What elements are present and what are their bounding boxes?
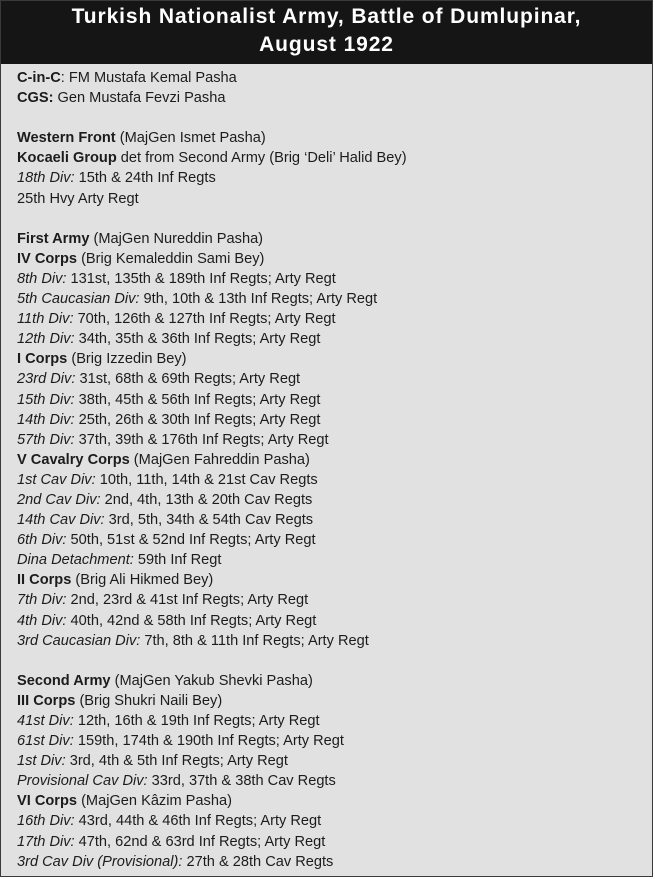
unit-details: 9th, 10th & 13th Inf Regts; Arty Regt [139, 291, 378, 308]
order-of-battle-line [17, 771, 652, 791]
section-spacer [17, 209, 652, 229]
division-name: 12th Div: [17, 331, 75, 348]
division-name: 8th Div: [17, 270, 67, 287]
order-of-battle-line [17, 369, 652, 389]
division-name: 3rd Caucasian Div: [17, 632, 141, 649]
order-of-battle-line [17, 309, 652, 329]
division-name: 57th Div: [17, 431, 75, 448]
unit-details: (MajGen Ismet Pasha) [115, 130, 266, 147]
unit-details: (Brig Kemaleddin Sami Bey) [77, 250, 265, 267]
unit-details: det from Second Army (Brig ‘Deli’ Halid Bey) [116, 150, 407, 167]
unit-details: (MajGen Kâzim Pasha) [77, 793, 232, 810]
unit-details: 43rd, 44th & 46th Inf Regts; Arty Regt [74, 813, 322, 830]
division-name: 23rd Div: [17, 371, 76, 388]
unit-details: 25th Hvy Arty Regt [17, 190, 139, 207]
order-of-battle-line [17, 791, 652, 811]
order-of-battle-line [17, 410, 652, 430]
section-spacer [17, 108, 652, 128]
unit-details: 2nd, 23rd & 41st Inf Regts; Arty Regt [66, 592, 309, 609]
unit-name: I Corps [17, 351, 68, 368]
division-name: 61st Div: [17, 733, 74, 750]
unit-details: (Brig Ali Hikmed Bey) [71, 572, 214, 589]
division-name: 3rd Cav Div (Provisional): [17, 853, 183, 870]
order-of-battle-line [17, 128, 652, 148]
order-of-battle-list [1, 64, 652, 872]
order-of-battle-line [17, 88, 652, 108]
order-of-battle-line [17, 168, 652, 188]
division-name: 5th Caucasian Div: [17, 291, 140, 308]
order-of-battle-line [17, 189, 652, 209]
unit-details: 25th, 26th & 30th Inf Regts; Arty Regt [74, 411, 321, 428]
unit-details: 15th & 24th Inf Regts [74, 170, 216, 187]
unit-details: 131st, 135th & 189th Inf Regts; Arty Regt [66, 270, 336, 287]
unit-details: : FM Mustafa Kemal Pasha [60, 70, 237, 86]
division-name: 41st Div: [17, 713, 74, 729]
unit-details: 70th, 126th & 127th Inf Regts; Arty Regt [73, 311, 336, 328]
order-of-battle-line [17, 550, 652, 570]
unit-details: (Brig Shukri Naili Bey) [75, 692, 223, 709]
unit-name: IV Corps [17, 250, 78, 267]
order-of-battle-line [17, 731, 652, 751]
order-of-battle-line [17, 852, 652, 872]
title-line-1: Turkish Nationalist Army, Battle of Dumlupinar, [71, 5, 582, 28]
order-of-battle-line [17, 430, 652, 450]
division-name: 15th Div: [17, 391, 75, 408]
order-of-battle-line [17, 570, 652, 590]
order-of-battle-line [17, 811, 652, 831]
unit-details: 50th, 51st & 52nd Inf Regts; Arty Regt [66, 532, 316, 549]
division-name: 11th Div: [17, 311, 74, 328]
unit-details: 59th Inf Regt [133, 552, 222, 569]
order-of-battle-line [17, 490, 652, 510]
order-of-battle-line [17, 671, 652, 691]
order-of-battle-line [17, 450, 652, 470]
unit-details: (Brig Izzedin Bey) [67, 351, 187, 368]
unit-details: 3rd, 5th, 34th & 54th Cav Regts [104, 512, 314, 529]
unit-details: (MajGen Yakub Shevki Pasha) [110, 672, 313, 689]
division-name: 14th Div: [17, 411, 75, 428]
order-of-battle-line [17, 148, 652, 168]
order-of-battle-line [17, 329, 652, 349]
unit-details: 2nd, 4th, 13th & 20th Cav Regts [100, 491, 313, 508]
title-line-2: August 1922 [259, 33, 394, 56]
division-name: 17th Div: [17, 833, 75, 850]
division-name: Dina Detachment: [17, 552, 134, 569]
division-name: Provisional Cav Div: [17, 773, 148, 790]
unit-details: 34th, 35th & 36th Inf Regts; Arty Regt [74, 331, 321, 348]
unit-details: 12th, 16th & 19th Inf Regts; Arty Regt [73, 713, 320, 729]
unit-name: CGS: [17, 90, 54, 107]
division-name: 1st Cav Div: [17, 471, 96, 488]
unit-name: III Corps [17, 692, 76, 709]
division-name: 7th Div: [17, 592, 67, 609]
order-of-battle-line [17, 249, 652, 269]
section-spacer [17, 651, 652, 671]
unit-details: (MajGen Fahreddin Pasha) [129, 451, 310, 468]
order-of-battle-line [17, 751, 652, 771]
unit-details: 159th, 174th & 190th Inf Regts; Arty Regt [73, 733, 344, 750]
order-of-battle-line [17, 510, 652, 530]
unit-details: 27th & 28th Cav Regts [182, 853, 334, 870]
unit-name: Second Army [17, 672, 111, 689]
division-name: 14th Cav Div: [17, 512, 105, 529]
unit-details: 37th, 39th & 176th Inf Regts; Arty Regt [74, 431, 329, 448]
unit-details: 31st, 68th & 69th Regts; Arty Regt [75, 371, 301, 388]
unit-details: 40th, 42nd & 58th Inf Regts; Arty Regt [66, 612, 317, 629]
order-of-battle-line [17, 349, 652, 369]
division-name: 18th Div: [17, 170, 75, 187]
unit-name: Western Front [17, 130, 116, 147]
unit-name: VI Corps [17, 793, 78, 810]
order-of-battle-line [17, 832, 652, 852]
order-of-battle-line [17, 530, 652, 550]
unit-details: 38th, 45th & 56th Inf Regts; Arty Regt [74, 391, 321, 408]
unit-details: 47th, 62nd & 63rd Inf Regts; Arty Regt [74, 833, 326, 850]
unit-details: 33rd, 37th & 38th Cav Regts [147, 773, 336, 790]
unit-name: C-in-C [17, 70, 61, 86]
order-of-battle-line [17, 691, 652, 711]
order-of-battle-line [17, 269, 652, 289]
title-banner [1, 1, 652, 64]
unit-name: V Cavalry Corps [17, 451, 130, 468]
order-of-battle-line [17, 590, 652, 610]
unit-details: 7th, 8th & 11th Inf Regts; Arty Regt [140, 632, 369, 649]
order-of-battle-line [17, 229, 652, 249]
unit-details: 10th, 11th, 14th & 21st Cav Regts [95, 471, 318, 488]
division-name: 16th Div: [17, 813, 75, 830]
division-name: 2nd Cav Div: [17, 491, 101, 508]
order-of-battle-line [17, 711, 652, 731]
unit-details: 3rd, 4th & 5th Inf Regts; Arty Regt [65, 753, 288, 770]
order-of-battle-line [17, 289, 652, 309]
division-name: 6th Div: [17, 532, 67, 549]
division-name: 4th Div: [17, 612, 67, 629]
unit-details: (MajGen Nureddin Pasha) [89, 230, 264, 247]
order-of-battle-line [17, 611, 652, 631]
unit-name: Kocaeli Group [17, 150, 117, 167]
unit-name: First Army [17, 230, 90, 247]
order-of-battle-line [17, 390, 652, 410]
division-name: 1st Div: [17, 753, 66, 770]
order-of-battle-line [17, 68, 652, 88]
unit-details: Gen Mustafa Fevzi Pasha [53, 90, 226, 107]
order-of-battle-line [17, 470, 652, 490]
order-of-battle-line [17, 631, 652, 651]
unit-name: II Corps [17, 572, 72, 589]
